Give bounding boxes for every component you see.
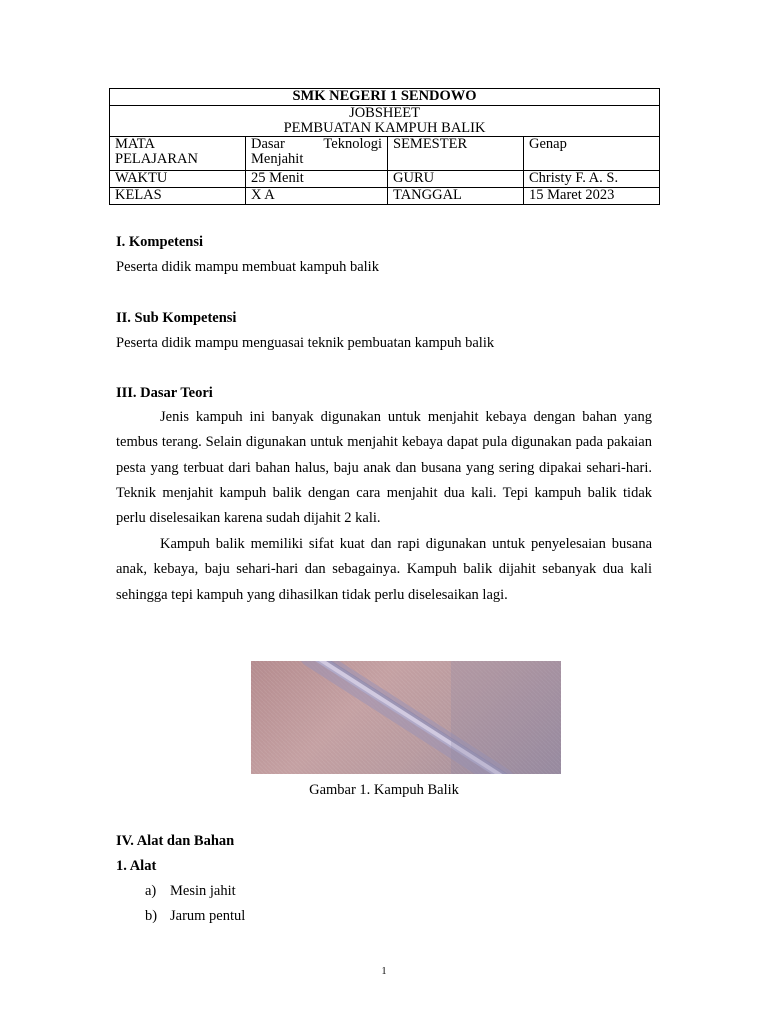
paragraph-theory-1: Jenis kampuh ini banyak digunakan untuk menjahit kebaya dengan bahan yang tembus terang. Selain digunakan untuk menjahit kebaya dapat pula digunakan pada pakaian pesta yang terbuat dari bahan halus, baju anak dan busana yang sering dipakai sehari-hari. Teknik menjahit kampuh balik dengan cara menjahit dua kali. Tepi kampuh balik tidak perlu diselesaikan karena sudah dijahit 2 kali. — [116, 409, 652, 527]
cell-value-teacher: Christy F. A. S. — [524, 171, 660, 188]
cell-label-subject: MATA PELAJARAN — [110, 137, 246, 171]
school-name: SMK NEGERI 1 SENDOWO — [110, 89, 660, 106]
cell-label-semester: SEMESTER — [388, 137, 524, 171]
list-item: b) Jarum pentul — [145, 908, 246, 924]
text-kompetensi: Peserta didik mampu membuat kampuh balik — [116, 259, 379, 275]
fabric-seam-illustration — [251, 661, 561, 774]
cell-value-class: X A — [246, 188, 388, 205]
cell-label-date: TANGGAL — [388, 188, 524, 205]
paragraph-theory-2: Kampuh balik memiliki sifat kuat dan rapi digunakan untuk penyelesaian busana anak, kebaya, baju sehari-hari dan sebagainya. Kampuh balik dijahit sebanyak dua kali sehingga tepi kampuh yang dihasilkan tidak perlu diselesaikan lagi. — [116, 536, 652, 603]
cell-value-date: 15 Maret 2023 — [524, 188, 660, 205]
header-table — [109, 88, 660, 205]
cell-value-subject: Dasar Teknologi Menjahit — [246, 137, 388, 171]
document-title-cell — [110, 106, 660, 137]
heading-dasar-teori: III. Dasar Teori — [116, 385, 213, 401]
cell-label-teacher: GURU — [388, 171, 524, 188]
heading-kompetensi: I. Kompetensi — [116, 234, 203, 250]
cell-value-time: 25 Menit — [246, 171, 388, 188]
doc-title: PEMBUATAN KAMPUH BALIK — [283, 120, 486, 136]
cell-label-class: KELAS — [110, 188, 246, 205]
figure-caption: Gambar 1. Kampuh Balik — [309, 782, 459, 798]
cell-label-time: WAKTU — [110, 171, 246, 188]
list-item: a) Mesin jahit — [145, 883, 236, 899]
text-sub-kompetensi: Peserta didik mampu menguasai teknik pembuatan kampuh balik — [116, 335, 495, 351]
doc-type: JOBSHEET — [349, 105, 420, 121]
heading-sub-kompetensi: II. Sub Kompetensi — [116, 310, 237, 326]
cell-value-semester: Genap — [524, 137, 660, 171]
subheading-alat: 1. Alat — [116, 858, 157, 874]
heading-alat-bahan: IV. Alat dan Bahan — [116, 833, 235, 849]
page-number: 1 — [381, 966, 387, 977]
figure-kampuh-balik-photo — [251, 661, 561, 774]
